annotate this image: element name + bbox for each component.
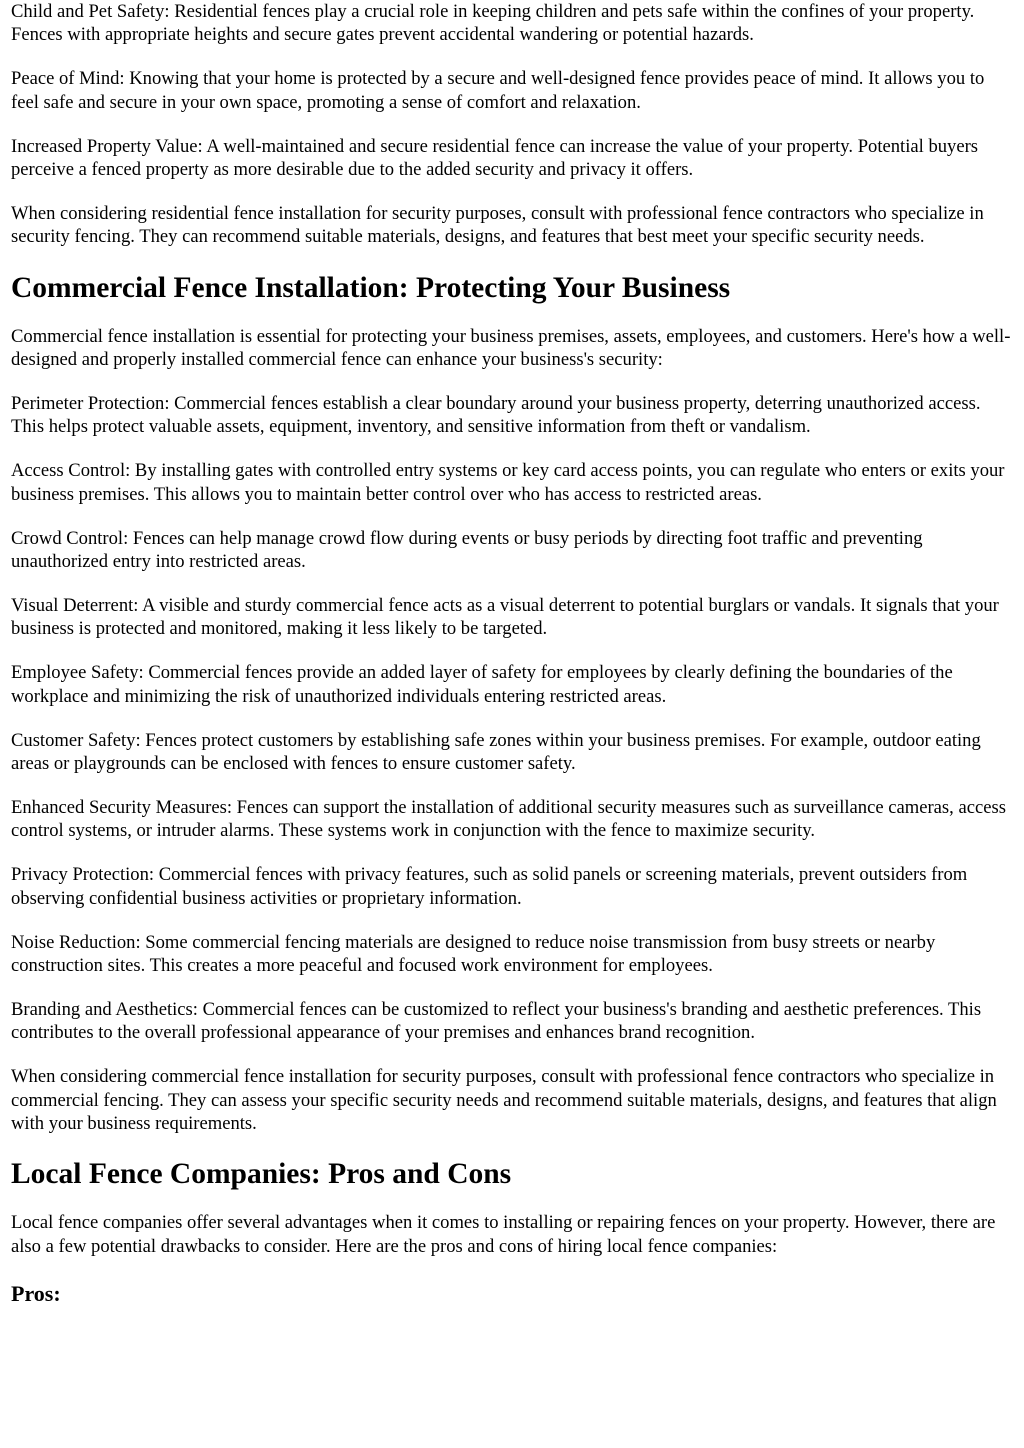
paragraph-privacy-protection: Privacy Protection: Commercial fences with privacy features, such as solid panels or screening materials, prevent outsiders from observing confidential business activities or proprietary information. — [11, 864, 968, 909]
paragraph-visual-deterrent: Visual Deterrent: A visible and sturdy commercial fence acts as a visual deterrent to potential burglars or vandals. It signals that your business is protected and monitored, making it less likely to be targeted. — [11, 595, 999, 640]
paragraph-crowd-control: Crowd Control: Fences can help manage crowd flow during events or busy periods by directing foot traffic and preventing unauthorized entry into restricted areas. — [11, 527, 923, 573]
paragraph-local-intro: Local fence companies offer several advantages when it comes to installing or repairing fences on your property. However, there are also a few potential drawbacks to consider. Here are the pros and cons of hiring local fence companies: — [11, 1212, 996, 1257]
commercial-heading: Commercial Fence Installation: Protecting Your Business — [11, 271, 731, 304]
paragraph-commercial-intro: Commercial fence installation is essential for protecting your business premises, assets, employees, and customers. Here's how a well-designed and properly installed commercial fence can enhance your business's security: — [11, 325, 1011, 371]
paragraph-child-pet-safety: Child and Pet Safety: Residential fences play a crucial role in keeping children and pets safe within the confines of your property. Fences with appropriate heights and secure gates prevent accidental wandering or potential hazards. — [11, 1, 975, 46]
paragraph-access-control: Access Control: By installing gates with controlled entry systems or key card access points, you can regulate who enters or exits your business premises. This allows you to maintain better control over who has access to restricted areas. — [11, 460, 1005, 505]
paragraph-perimeter-protection: Perimeter Protection: Commercial fences establish a clear boundary around your business property, deterring unauthorized access. This helps protect valuable assets, equipment, inventory, and sensitive information from theft or vandalism. — [11, 393, 981, 438]
paragraph-property-value: Increased Property Value: A well-maintained and secure residential fence can increase the value of your property. Potential buyers perceive a fenced property as more desirable due to the added security and privacy it offers. — [11, 135, 979, 181]
paragraph-employee-safety: Employee Safety: Commercial fences provide an added layer of safety for employees by clearly defining the boundaries of the workplace and minimizing the risk of unauthorized individuals entering restricted areas. — [11, 662, 953, 707]
paragraph-residential-conclusion: When considering residential fence installation for security purposes, consult with professional fence contractors who specialize in security fencing. They can recommend suitable materials, designs, and features that best meet your specific security needs. — [11, 202, 984, 248]
commercial-section — [11, 270, 1013, 1136]
pros-heading: Pros: — [11, 1281, 61, 1307]
local-companies-section — [11, 1156, 1013, 1308]
residential-section — [11, 0, 1013, 249]
paragraph-customer-safety: Customer Safety: Fences protect customers by establishing safe zones within your business premises. For example, outdoor eating areas or playgrounds can be enclosed with fences to ensure customer safety. — [11, 729, 981, 775]
paragraph-peace-of-mind: Peace of Mind: Knowing that your home is protected by a secure and well-designed fence provides peace of mind. It allows you to feel safe and secure in your own space, promoting a sense of comfort and relaxation. — [11, 68, 985, 113]
local-companies-heading: Local Fence Companies: Pros and Cons — [11, 1158, 512, 1191]
paragraph-branding-aesthetics: Branding and Aesthetics: Commercial fences can be customized to reflect your business's branding and aesthetic preferences. This contributes to the overall professional appearance of your premises and enhances brand recognition. — [11, 998, 982, 1044]
paragraph-enhanced-security: Enhanced Security Measures: Fences can support the installation of additional security measures such as surveillance cameras, access control systems, or intruder alarms. These systems work in conjunction with the fence to maximize security. — [11, 796, 1006, 842]
paragraph-noise-reduction: Noise Reduction: Some commercial fencing materials are designed to reduce noise transmission from busy streets or nearby construction sites. This creates a more peaceful and focused work environment for employees. — [11, 931, 936, 976]
paragraph-commercial-conclusion: When considering commercial fence installation for security purposes, consult with professional fence contractors who specialize in commercial fencing. They can assess your specific security needs and recommend suitable materials, designs, and features that align with your business requirements. — [11, 1066, 997, 1134]
